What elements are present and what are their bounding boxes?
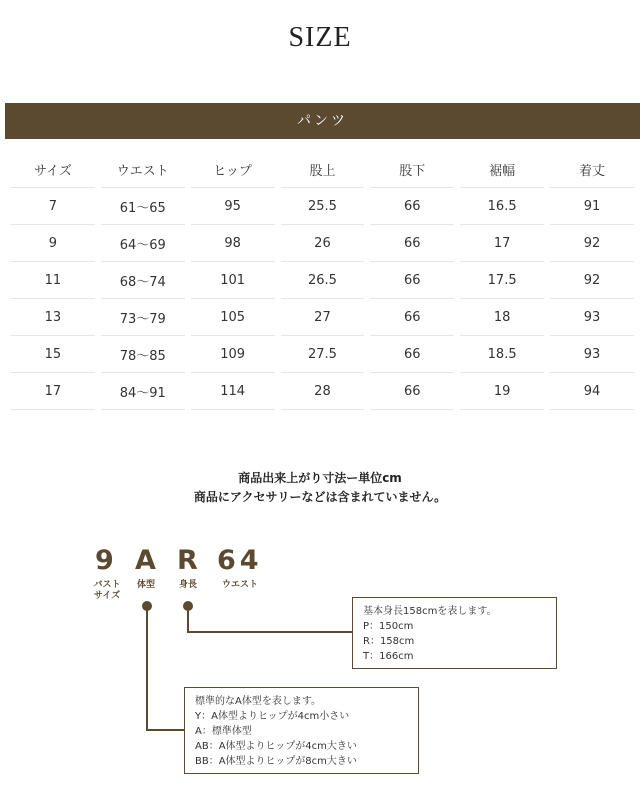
table-cell: 92 bbox=[550, 262, 634, 299]
table-row bbox=[11, 336, 634, 373]
table-cell: 16.5 bbox=[460, 188, 544, 225]
code-body-type: A bbox=[135, 545, 156, 576]
table-cell: 27.5 bbox=[281, 336, 365, 373]
size-table bbox=[5, 152, 640, 410]
table-row bbox=[11, 373, 634, 410]
label-body-type: 体型 bbox=[136, 580, 155, 590]
table-cell: 66 bbox=[370, 262, 454, 299]
header-length: 着丈 bbox=[550, 152, 634, 188]
header-rise: 股上 bbox=[281, 152, 365, 188]
height-info-line: P：150cm bbox=[363, 621, 414, 632]
label-bust-line1: バスト bbox=[93, 580, 121, 590]
height-info-line: R：158cm bbox=[363, 636, 415, 647]
table-cell: 17 bbox=[460, 225, 544, 262]
category-band: パンツ bbox=[5, 103, 640, 139]
table-cell: 17 bbox=[11, 373, 95, 410]
label-waist: ウエスト bbox=[221, 580, 258, 590]
table-cell: 66 bbox=[370, 336, 454, 373]
table-row bbox=[11, 225, 634, 262]
table-header-row bbox=[11, 152, 634, 188]
table-cell: 17.5 bbox=[460, 262, 544, 299]
note-unit: 商品出来上がり寸法ー単位cm bbox=[238, 471, 402, 485]
label-height: 身長 bbox=[178, 580, 197, 590]
height-info-title: 基本身長158cmを表します。 bbox=[363, 606, 497, 617]
height-info-line: T：166cm bbox=[363, 651, 414, 662]
notes bbox=[0, 469, 640, 507]
body-type-info-line: BB：A体型よりヒップが8cm大きい bbox=[195, 756, 357, 767]
table-cell: 25.5 bbox=[281, 188, 365, 225]
table-cell: 11 bbox=[11, 262, 95, 299]
table-cell: 66 bbox=[370, 373, 454, 410]
table-cell: 7 bbox=[11, 188, 95, 225]
height-connector-h bbox=[187, 631, 353, 633]
code-waist: 64 bbox=[217, 545, 263, 576]
table-cell: 78〜85 bbox=[101, 336, 185, 373]
code-bust-size: 9 bbox=[95, 545, 114, 576]
table-cell: 66 bbox=[370, 299, 454, 336]
table-cell: 18 bbox=[460, 299, 544, 336]
table-cell: 66 bbox=[370, 225, 454, 262]
height-info-box bbox=[352, 597, 557, 669]
header-inseam: 股下 bbox=[370, 152, 454, 188]
table-row bbox=[11, 188, 634, 225]
table-cell: 92 bbox=[550, 225, 634, 262]
table-cell: 61〜65 bbox=[101, 188, 185, 225]
body-type-info-box bbox=[184, 687, 419, 774]
label-bust-line2: サイズ bbox=[93, 591, 121, 601]
table-cell: 95 bbox=[191, 188, 275, 225]
header-waist: ウエスト bbox=[101, 152, 185, 188]
table-cell: 28 bbox=[281, 373, 365, 410]
table-cell: 98 bbox=[191, 225, 275, 262]
body-type-info-line: A：標準体型 bbox=[195, 726, 252, 737]
table-cell: 91 bbox=[550, 188, 634, 225]
body-type-info-line: Y：A体型よりヒップが4cm小さい bbox=[195, 711, 350, 722]
table-row bbox=[11, 299, 634, 336]
header-size: サイズ bbox=[11, 152, 95, 188]
table-cell: 9 bbox=[11, 225, 95, 262]
table-cell: 68〜74 bbox=[101, 262, 185, 299]
table-cell: 114 bbox=[191, 373, 275, 410]
table-cell: 66 bbox=[370, 188, 454, 225]
table-cell: 109 bbox=[191, 336, 275, 373]
table-cell: 73〜79 bbox=[101, 299, 185, 336]
table-cell: 27 bbox=[281, 299, 365, 336]
table-cell: 15 bbox=[11, 336, 95, 373]
header-hem-width: 裾幅 bbox=[460, 152, 544, 188]
height-connector-v bbox=[187, 608, 189, 633]
table-cell: 64〜69 bbox=[101, 225, 185, 262]
table-cell: 13 bbox=[11, 299, 95, 336]
header-hip: ヒップ bbox=[191, 152, 275, 188]
body-type-info-title: 標準的なA体型を表します。 bbox=[195, 696, 322, 707]
table-cell: 26.5 bbox=[281, 262, 365, 299]
table-cell: 84〜91 bbox=[101, 373, 185, 410]
note-accessories: 商品にアクセサリーなどは含まれていません。 bbox=[193, 490, 447, 504]
table-cell: 94 bbox=[550, 373, 634, 410]
table-cell: 93 bbox=[550, 336, 634, 373]
table-cell: 105 bbox=[191, 299, 275, 336]
table-cell: 101 bbox=[191, 262, 275, 299]
label-bust-size bbox=[87, 580, 127, 602]
table-row bbox=[11, 262, 634, 299]
table-cell: 93 bbox=[550, 299, 634, 336]
code-height: R bbox=[177, 545, 198, 576]
body-type-info-line: AB：A体型よりヒップが4cm大きい bbox=[195, 741, 357, 752]
body-type-connector-v bbox=[146, 608, 148, 731]
table-cell: 26 bbox=[281, 225, 365, 262]
body-type-connector-h bbox=[146, 729, 184, 731]
page-title: SIZE bbox=[288, 22, 352, 53]
table-cell: 18.5 bbox=[460, 336, 544, 373]
table-cell: 19 bbox=[460, 373, 544, 410]
